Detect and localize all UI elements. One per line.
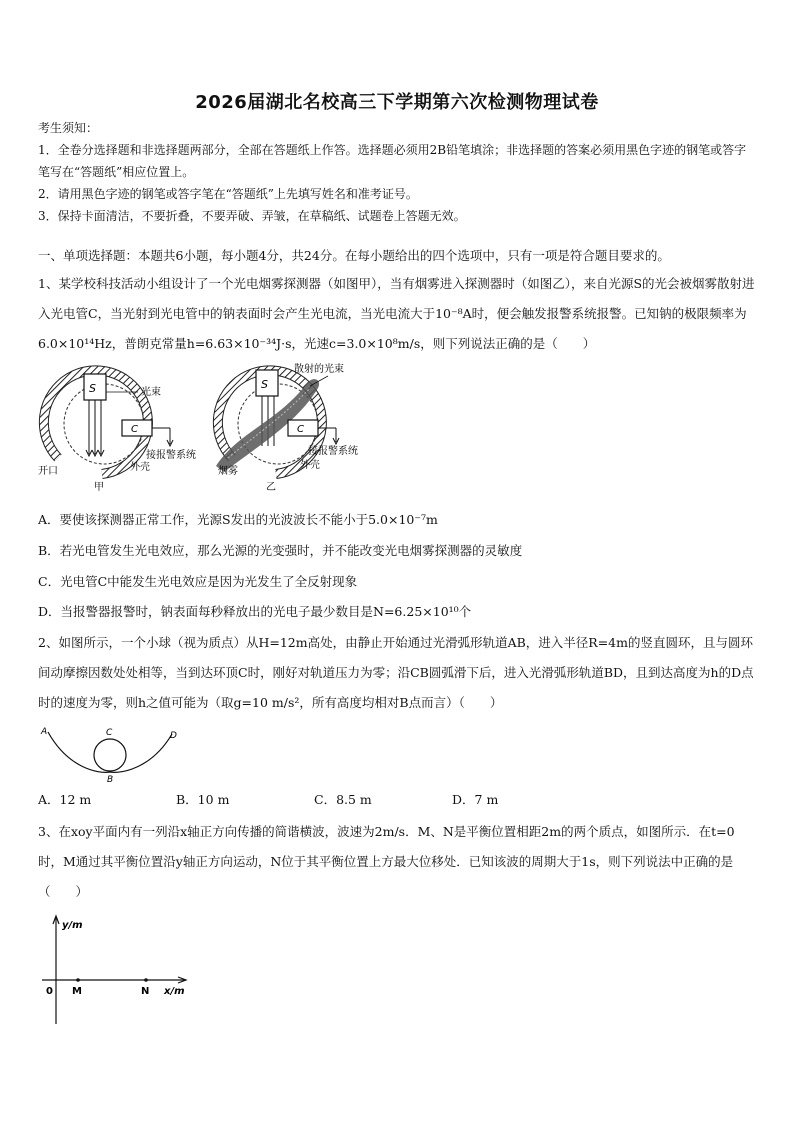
question-2-option-c: C．8.5 m [314,792,372,807]
point-a-label: A [41,727,48,737]
notice-item-2: 2．请用黑色字迹的钢笔或答字笔在“答题纸”上先填写姓名和准考证号。 [38,187,418,201]
track-curve [48,732,172,772]
question-2-option-b: B．10 m [176,792,230,807]
caption-jia: 甲 [94,482,104,493]
detector-diagram-right [216,362,358,493]
question-1-figure [38,362,378,497]
question-1-option-d: D．当报警器报警时，钠表面每秒释放出的光电子最少数目是N=6.25×10¹⁰个 [38,604,472,619]
point-c-label: C [106,728,113,738]
question-3-figure [38,912,198,1030]
point-m-label: M [72,986,82,997]
question-3-stem: 3、在xoy平面内有一列沿x轴正方向传播的简谐横波，波速为2m/s．M、N是平衡位置相距2m的两个质点，如图所示．在t=0时，M通过其平衡位置沿y轴正方向运动，N位于其平衡位置上方最大位移处．已知该波的周期大于1s，则下列说法中正确的是（ ） [38,824,735,899]
point-n-label: N [141,986,150,997]
shell-label-right: 外壳 [300,460,320,471]
question-2-option-a: A．12 m [38,792,92,807]
question-1-option-c: C．光电管C中能发生光电效应是因为光发生了全反射现象 [38,574,358,589]
light-source-s-label-left: S [89,382,96,395]
light-source-s-label-right: S [261,378,268,391]
point-b-label: B [107,775,114,784]
point-d-label: D [170,731,177,741]
caption-yi: 乙 [266,482,276,493]
notice-heading: 考生须知： [38,121,99,135]
origin-label: 0 [46,986,53,997]
alarm-label-left: 接报警系统 [146,450,196,461]
phototube-c-label-right: C [297,424,304,435]
notice-item-1: 1．全卷分选择题和非选择题两部分，全部在答题纸上作答。选择题必须用2B铅笔填涂；非选择题的答案必须用黑色字迹的钢笔或答字笔写在“答题纸”相应位置上。 [38,143,747,179]
question-2-options [38,790,758,808]
x-axis-label: x/m [164,986,185,997]
smoke-label: 烟雾 [218,466,238,477]
shell-label-left: 外壳 [130,462,150,473]
question-1-option-b: B．若光电管发生光电效应，那么光源的光变强时，并不能改变光电烟雾探测器的灵敏度 [38,543,523,558]
detector-diagram-left [38,370,196,493]
point-m [76,978,80,982]
question-2-stem: 2、如图所示，一个小球（视为质点）从H=12m高处，由静止开始通过光滑弧形轨道AB，进入半径R=4m的竖直圆环，且与圆环间动摩擦因数处处相等，当到达环顶C时，刚好对轨道压力为零；沿CB圆弧滑下后，进入光滑弧形轨道BD，且到达高度为h的D点时的速度为零，则h之值可能为（取g=10 m/s²，所有高度均相对B点而言）（ ） [38,635,754,710]
question-1-stem: 1、某学校科技活动小组设计了一个光电烟雾探测器（如图甲），当有烟雾进入探测器时（如图乙），来自光源S的光会被烟雾散射进入光电管C，当光射到光电管中的钠表面时会产生光电流，当光电流大于10⁻⁸A时，便会触发报警系统报警。已知钠的极限频率为6.0×10¹⁴Hz，普朗克常量h=6.63×10⁻³⁴J·s，光速c=3.0×10⁸m/s，则下列说法正确的是（ ） [38,276,755,351]
vertical-ring [94,739,126,771]
phototube-c-label-left: C [131,424,138,435]
point-n [144,978,148,982]
beam-label: 光束 [141,387,161,398]
question-2-figure [38,724,188,784]
question-1-option-a: A．要使该探测器正常工作，光源S发出的光波波长不能小于5.0×10⁻⁷m [38,512,438,527]
opening-label: 开口 [38,466,58,477]
question-2-option-d: D．7 m [452,792,499,807]
y-axis-label: y/m [62,920,83,931]
alarm-label-right: 接报警系统 [308,446,358,457]
notice-item-3: 3．保持卡面清洁，不要折叠，不要弄破、弄皱，在草稿纸、试题卷上答题无效。 [38,209,466,223]
paper-title: 2026届湖北名校高三下学期第六次检测物理试卷 [195,92,599,113]
scattered-beam-label: 散射的光束 [294,364,344,375]
section-heading: 一、单项选择题：本题共6小题，每小题4分，共24分。在每小题给出的四个选项中，只有一项是符合题目要求的。 [38,248,670,263]
